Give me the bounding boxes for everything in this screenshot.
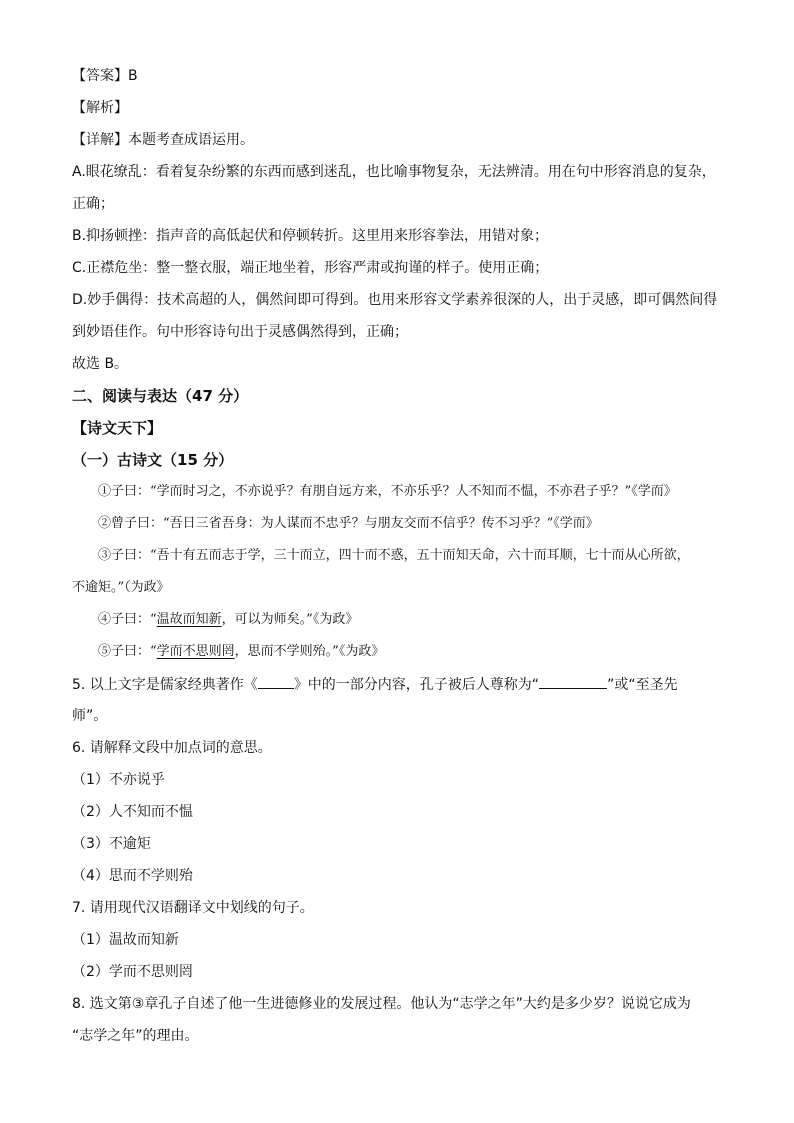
question-8-line2: “志学之年”的理由。 bbox=[72, 1028, 199, 1044]
option-d-line2: 到妙语佳作。句中形容诗句出于灵感偶然得到，正确； bbox=[72, 324, 408, 340]
question-7-item-1: （1）温故而知新 bbox=[72, 932, 179, 948]
option-c: C.正襟危坐：整一整衣服，端正地坐着，形容严肃或拘谨的样子。使用正确； bbox=[72, 260, 549, 276]
part-heading: （一）古诗文（15 分） bbox=[72, 451, 234, 469]
poem-5 bbox=[98, 642, 384, 662]
poem-3-line1: ③子曰：“吾十有五而志于学，三十而立，四十而不惑，五十而知天命，六十而耳顺，七十而从心所欲， bbox=[98, 548, 690, 563]
option-b: B.抑扬顿挫：指声音的高低起伏和停顿转折。这里用来形容拳法，用错对象； bbox=[72, 228, 549, 244]
detail-text: 【详解】本题考查成语运用。 bbox=[72, 132, 254, 148]
question-5-line2: 师”。 bbox=[72, 708, 108, 724]
q5-part2: 》中的一部分内容，孔子被后人尊称为“ bbox=[293, 677, 540, 693]
section-heading: 二、阅读与表达（47 分） bbox=[72, 387, 249, 405]
poem-3-line2: 不逾矩。”（为政》 bbox=[72, 580, 170, 595]
question-6: 6. 请解释文段中加点词的意思。 bbox=[72, 740, 272, 756]
conclusion: 故选 B。 bbox=[72, 356, 129, 372]
q5-blank-book[interactable] bbox=[258, 674, 294, 689]
poem-5-underlined: 学而不思则罔 bbox=[156, 644, 235, 659]
poem-1: ①子曰：“学而时习之，不亦说乎？有朋自远方来，不亦乐乎？人不知而不愠，不亦君子乎？”《学而》 bbox=[98, 484, 677, 499]
question-8-line1: 8. 选文第③章孔子自述了他一生进德修业的发展过程。他认为“志学之年”大约是多少岁？说说它成为 bbox=[72, 996, 691, 1012]
question-6-item-4: （4）思而不学则殆 bbox=[72, 868, 193, 884]
question-5-line1 bbox=[72, 674, 678, 695]
poem-2: ②曾子曰：“吾日三省吾身：为人谋而不忠乎？与朋友交而不信乎？传不习乎？”《学而》 bbox=[98, 516, 599, 531]
option-d-line1: D.妙手偶得：技术高超的人，偶然间即可得到。也用来形容文学素养很深的人，出于灵感，即可偶然间得 bbox=[72, 292, 718, 308]
q5-part1: 5. 以上文字是儒家经典著作《 bbox=[72, 677, 258, 693]
option-a-line1: A.眼花缭乱：看着复杂纷繁的东西而感到迷乱，也比喻事物复杂，无法辨清。用在句中形容消息的复杂， bbox=[72, 164, 716, 180]
q5-blank-title[interactable] bbox=[539, 674, 607, 689]
poem-4 bbox=[98, 610, 358, 630]
question-6-item-2: （2）人不知而不愠 bbox=[72, 804, 193, 820]
answer-label: 【答案】 bbox=[72, 68, 128, 84]
subsection-heading: 【诗文天下】 bbox=[72, 419, 163, 437]
poem-4-underlined: 温故而知新 bbox=[156, 612, 222, 627]
answer-value: B bbox=[128, 68, 138, 84]
question-6-item-3: （3）不逾矩 bbox=[72, 836, 151, 852]
question-7-item-2: （2）学而不思则罔 bbox=[72, 964, 193, 980]
answer-line bbox=[72, 66, 138, 86]
poem-5-post: ，思而不学则殆。”《为政》 bbox=[234, 644, 385, 659]
poem-4-post: ，可以为师矣。”《为政》 bbox=[221, 612, 359, 627]
q5-part3: ”或“至圣先 bbox=[607, 677, 678, 693]
poem-5-pre: ⑤子曰：“ bbox=[98, 644, 157, 659]
poem-4-pre: ④子曰：“ bbox=[98, 612, 157, 627]
question-6-item-1: （1）不亦说乎 bbox=[72, 772, 165, 788]
analysis-label: 【解析】 bbox=[72, 100, 128, 116]
question-7: 7. 请用现代汉语翻译文中划线的句子。 bbox=[72, 900, 314, 916]
option-a-line2: 正确； bbox=[72, 196, 114, 212]
